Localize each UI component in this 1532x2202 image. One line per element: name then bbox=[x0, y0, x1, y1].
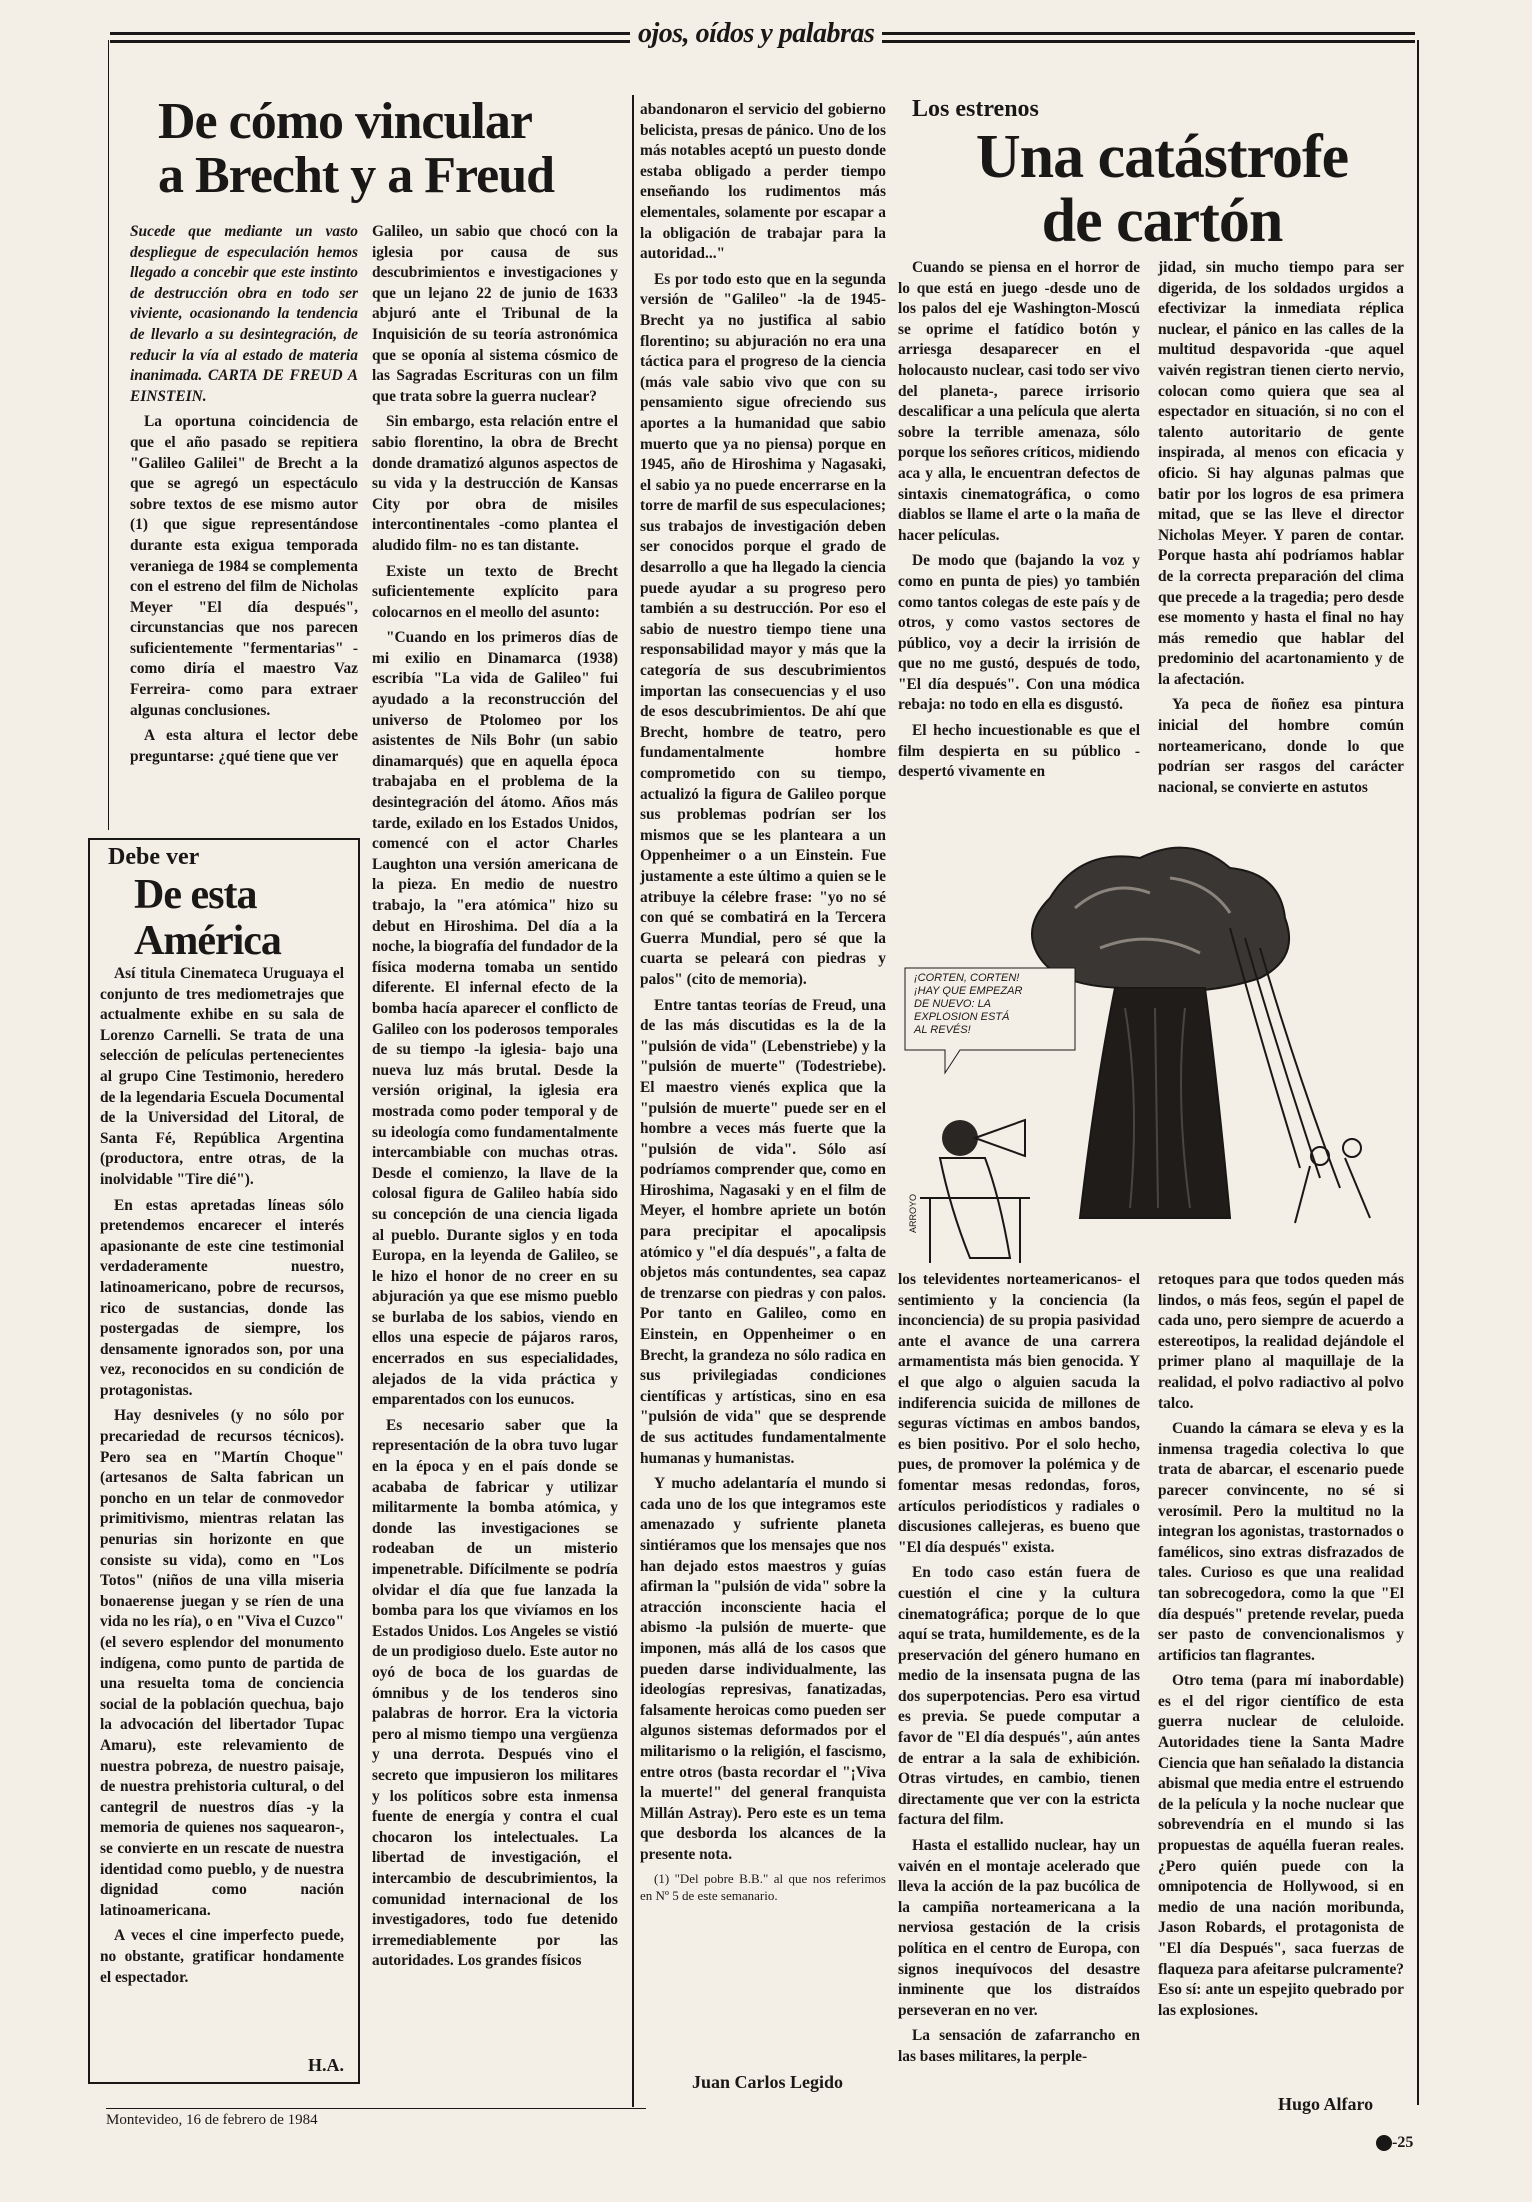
column-rule bbox=[108, 40, 109, 830]
footer-rule bbox=[106, 2108, 646, 2109]
paragraph: La oportuna coincidencia de que el año pasado se repitiera "Galileo Galilei" de Brecht a la que se agregó un espectáculo sobre textos de ese mismo autor (1) que sigue representándose durante esta exigua temporada veraniega de 1984 se complementa con el estreno del film de Nicholas Meyer "El día después", circunstancias que nos parecen suficientemente "fermentarias" -como diría el maestro Vaz Ferreira- como para extraer algunas conclusiones. bbox=[130, 413, 358, 719]
article-headline bbox=[912, 123, 1412, 255]
section-title: ojos, oídos y palabras bbox=[630, 18, 882, 50]
headline-line: de cartón bbox=[1041, 187, 1283, 255]
article-column bbox=[898, 258, 1140, 788]
speech-line: ¡CORTEN, CORTEN! bbox=[914, 972, 1020, 984]
speech-line: ¡HAY QUE EMPEZAR bbox=[914, 985, 1023, 997]
paragraph: El hecho incuestionable es que el film despierta en su público -despertó vivamente en bbox=[898, 722, 1140, 781]
box-title bbox=[134, 874, 281, 962]
paragraph: Otro tema (para mí inabordable) es el del rigor científico de esta guerra nuclear de celuloide. Autoridades tiene la Santa Madre Ciencia que han señalado la distancia abismal que media entre el estruendo de la película y la noche nuclear que sobrevendría en el mundo si las propuestas de aquélla fueran reales. ¿Pero quién puede con la omnipotencia de Hollywood, si en medio de una nación moribunda, Jason Robards, el protagonista de "El día Después", saca fuerzas de flaqueza para afeitarse pulcramente? Eso sí: ante un espejito quebrado por las explosiones. bbox=[1158, 1672, 1404, 2019]
paragraph: "Cuando en los primeros días de mi exilio en Dinamarca (1938) escribía "La vida de Galileo" fui ayudado a la reconstrucción del universo de Ptolomeo por los asistentes de Nils Bohr (un sabio dinamarqués) que en aquella época trabajaba en el problema de la desintegración del átomo. Años más tarde, exilado en los Estados Unidos, comencé con el actor Charles Laughton una versión americana de la pieza. En medio de nuestro trabajo, la "era atómica" hizo su debut en Hiroshima. Del día a la noche, la biografía del fundador de la física moderna tomaba un sentido diferente. El infernal efecto de la bomba hacía aparecer el conflicto de Galileo con los poderosos temporales de su tiempo -la iglesia- bajo una nueva luz más brutal. Desde la versión original, la iglesia era mostrada como poder temporal y de su ideología como fundamentalmente intercambiable con muchas otras. Desde el comienzo, la llave de la colosal figura de Galileo había sido su concepción de una ciencia ligada al pueblo. Durante siglos y en toda Europa, en la leyenda de Galileo, se le hizo el honor de no creer en su abjuración ya que ese mismo pueblo se burlaba de los sabios, viendo en ellos una especie de pájaros raros, encerrados en sus especialidades, alejados de la vida práctica y emparentados con los eunucos. bbox=[372, 629, 618, 1409]
paragraph: Cuando la cámara se eleva y es la inmensa tragedia colectiva lo que trata de abarcar, el escenario puede parecer convincente, no sé si verosímil. Pero la multitud no la integran los agonistas, trastornados o famélicos, sino extras disfrazados de tales. Curioso es que una realidad tan sobrecogedora, como la que "El día después" pretende revelar, pueda ser pasto de convencionalismos y artificios tan flagrantes. bbox=[1158, 1420, 1404, 1664]
page-number bbox=[1376, 2134, 1413, 2152]
paragraph: Galileo, un sabio que chocó con la iglesia por causa de sus descubrimientos e investigaciones y que un lejano 22 de junio de 1633 abjuró ante el Tribunal de la Inquisición de su teoría astronómica que se oponía al sistema cósmico de las Sagradas Escrituras con un film que trata sobre la guerra nuclear? bbox=[372, 223, 618, 405]
column-rule bbox=[632, 95, 634, 2107]
paragraph: A veces el cine imperfecto puede, no obstante, gratificar hondamente el espectador. bbox=[100, 1927, 344, 1986]
footnote: (1) "Del pobre B.B." al que nos referimos en Nº 5 de este semanario. bbox=[640, 1871, 886, 1904]
cartoon-drawing bbox=[900, 838, 1415, 1270]
column-rule bbox=[1417, 40, 1419, 2105]
dateline: Montevideo, 16 de febrero de 1984 bbox=[106, 2112, 318, 2128]
box-kicker: Debe ver bbox=[108, 844, 200, 870]
article-headline bbox=[158, 93, 628, 204]
paragraph: En todo caso están fuera de cuestión el cine y la cultura cinematográfica; porque de lo que aquí se trata, humildemente, es de la preservación del género humano en medio de la insensata pugna de las dos superpotencias. Pero esa virtud es previa. Se puede computar a favor de "El día después", aún antes de entrar a la sala de exhibición. Otras virtudes, en cambio, tienen directamente que ver con la estricta factura del film. bbox=[898, 1564, 1140, 1829]
speech-line: AL REVÉS! bbox=[914, 1024, 971, 1036]
paragraph: Es necesario saber que la representación de la obra tuvo lugar en la época y en el país donde se acababa de fabricar y utilizar militarmente la bomba atómica, y donde las investigaciones se rodeaban de un misterio impenetrable. Difícilmente se podría olvidar el día que fue lanzada la bomba para los que vivíamos en los Estados Unidos. Los Angeles se vistió de un prodigioso duelo. Este autor no oyó de boca de los guardas de ómnibus y de los tenderos sino palabras de horror. Era la victoria pero al mismo tiempo una vergüenza y una derrota. Después vino el secreto que impusieron los militares y los políticos sobre esta inmensa fuente de energía y contra el cual chocaron los intelectuales. La libertad de investigación, el intercambio de descubrimientos, la comunidad internacional de los investigadores, todo fue detenido irremediablemente por las autoridades. Los grandes físicos bbox=[372, 1416, 618, 1970]
article-column bbox=[640, 100, 886, 1909]
paragraph: Y mucho adelantaría el mundo si cada uno de los que integramos este amenazado y sufriente planeta sintiéramos que los mensajes que nos han dejado estos maestros y guías afirman la "pulsión de vida" sobre la atracción inconsciente hacia el abismo -la pulsión de muerte- que imponen, más allá de los casos que pueden darse individualmente, las ideologías represivas, fanatizadas, falsamente heroicas como pueden ser algunos sistemas deformados por el militarismo o la religión, el fascismo, entre otros (basta recordar el "¡Viva la muerte!" del general franquista Millán Astray). Pero este es un tema que desborda los alcances de la presente nota. bbox=[640, 1475, 886, 1863]
paragraph: A esta altura el lector debe preguntarse: ¿qué tiene que ver bbox=[130, 727, 358, 765]
article-column bbox=[372, 222, 618, 1977]
section-header bbox=[110, 18, 1415, 52]
signature: Juan Carlos Legido bbox=[692, 2072, 844, 2092]
magazine-logo-icon bbox=[1376, 2135, 1392, 2151]
paragraph: abandonaron el servicio del gobierno belicista, presas de pánico. Uno de los más notables aceptó un puesto donde estaba obligado a perder tiempo enseñando los rudimentos más elementales, solamente por escapar a la obligación de trabajar para la autoridad..." bbox=[640, 101, 886, 263]
paragraph: En estas apretadas líneas sólo pretendemos encarecer el interés apasionante de este cine testimonial verdaderamente nuestro, latinoamericano, pobre de recursos, rico de sustancias, donde las postergadas de siempre, los densamente ignorados son, por una vez, reconocidos en su condición de protagonistas. bbox=[100, 1196, 344, 1399]
article-kicker: Los estrenos bbox=[912, 96, 1039, 122]
speech-bubble bbox=[914, 972, 1022, 1037]
headline-line: Una catástrofe bbox=[975, 123, 1349, 191]
paragraph: De modo que (bajando la voz y como en punta de pies) yo también como tantos colegas de este país y de otros, y como vastos sectores de público, voy a decir la irrisión de que no me gustó, después de todo, "El día después". Con una módica rebaja: no todo en ella es disgustó. bbox=[898, 552, 1140, 714]
article-column bbox=[130, 222, 358, 772]
paragraph: Entre tantas teorías de Freud, una de las más discutidas es la de la "pulsión de vida" (Lebenstriebe) y la "pulsión de muerte" (Todestriebe). El maestro vienés explica que la "pulsión de muerte" puede ser en el hombre a veces más fuerte que la "pulsión de vida". Sólo así podríamos comprender que, como en Hiroshima, Nagasaki y en el film de Meyer, el hombre apriete un botón para precipitar el apocalipsis atómico y "el día después", a falta de objetos más contundentes, sea capaz de trenzarse con piedras y con palos. Por tanto en Galileo, como en Einstein, en Oppenheimer o en Brecht, la grandeza no sólo radica en sus privilegiadas condiciones científicas y artísticas, sino en esa "pulsión de vida" que se desprende de sus actitudes fundamentalmente humanas y humanistas. bbox=[640, 996, 886, 1467]
box-body bbox=[100, 964, 344, 1993]
page-number-text: -25 bbox=[1392, 2134, 1414, 2151]
paragraph: Es por todo esto que en la segunda versión de "Galileo" -la de 1945- Brecht ya no justifica al sabio florentino; su abjuración no era una táctica para el progreso de la ciencia (más vale sabio vivo que con su pensamiento sigue ofreciendo sus aportes a la humanidad que sabio muerto que ya no piensa) porque en 1945, año de Hiroshima y Nagasaki, el sabio ya no puede encerrarse en la torre de marfil de sus especulaciones; sus trabajos de investigación deben ser conocidos porque el grado de desarrollo a que ha llegado la ciencia puede ayudar a su progreso pero también a su destrucción. Por eso el sabio de nuestro tiempo tiene una responsabilidad mayor y más que la categoría de sus descubrimientos importan las consecuencias y el uso de esos descubrimientos. De ahí que Brecht, hombre de teatro, pero fundamentalmente hombre comprometido con su tiempo, actualizó la figura de Galileo porque sus problemas podrían ser los mismos que se les planteara a un Oppenheimer o a un Einstein. Fue justamente a este último a quien se le atribuye la célebre frase: "yo no sé con qué se combatirá en la Tercera Guerra Mundial, pero sé que la cuarta se peleará con piedras y palos" (cito de memoria). bbox=[640, 270, 886, 988]
signature: Hugo Alfaro bbox=[1278, 2094, 1374, 2114]
speech-line: DE NUEVO: LA bbox=[914, 998, 992, 1010]
paragraph: Existe un texto de Brecht suficientemente explícito para colocarnos en el meollo del asunto: bbox=[372, 562, 618, 621]
paragraph: Ya peca de ñoñez esa pintura inicial del hombre común norteamericano, donde lo que podrían ser rasgos del carácter nacional, se convierte en astutos bbox=[1158, 696, 1404, 796]
paragraph: Hasta el estallido nuclear, hay un vaivén en el montaje acelerado que lleva la acción de la paz bucólica de la campiña norteamericana a la nerviosa gestación de la crisis política en el centro de Europa, con signos inequívocos del desastre inminente que los distraídos perseveran en no ver. bbox=[898, 1837, 1140, 2019]
mushroom-cloud-illustration bbox=[900, 838, 1415, 1270]
article-lead: Sucede que mediante un vasto despliegue de especulación hemos llegado a concebir que este instinto de destrucción obra en todo ser viviente, ocasionando la tendencia de llevarlo a su desintegración, de reducir la vía al estado de materia inanimada. CARTA DE FREUD A EINSTEIN. bbox=[130, 223, 358, 405]
paragraph: jidad, sin mucho tiempo para ser digerida, de los soldados urgidos a efectivizar la inmediata réplica nuclear, el pánico en las calles de la multitud despavorida -que aquel vaivén registran tienen cierto nervio, colocan como quiera que sea al espectador en situación, si no con el talento autoritario de gente inspirada, al menos con eficacia y oficio. Si hay algunas palmas que batir por los logros de esa primera mitad, que se las lleve el director Nicholas Meyer. Y paren de contar. Porque hasta ahí podríamos hablar de la correcta preparación del clima que precede a la tragedia; pero desde ese momento y hasta el final no hay más remedio que hablar del predominio del acartonamiento y de la afectación. bbox=[1158, 259, 1404, 688]
paragraph: los televidentes norteamericanos- el sentimiento y la conciencia (la inconciencia) de su propia pasividad ante el avance de una carrera armamentista más bien genocida. Y el que algo o alguien sacuda la indiferencia suicida de millones de seguras víctimas en ambos bandos, es bien positivo. Por el solo hecho, pues, de promover la polémica y de fomentar mesas redondas, foros, artículos periodísticos y radiales o discusiones callejeras, es bueno que "El día después" exista. bbox=[898, 1271, 1140, 1556]
box-title-line: De esta bbox=[134, 872, 257, 918]
article-column bbox=[1158, 1270, 1404, 2026]
headline-line: De cómo vincular bbox=[158, 93, 532, 150]
article-column bbox=[898, 1270, 1140, 2073]
paragraph: retoques para que todos queden más lindos, o más feos, según el papel de cada uno, pero siempre de acuerdo a estereotipos, la realidad dejándole el primer plano al maquillaje de la realidad, el polvo radiactivo al polvo talco. bbox=[1158, 1271, 1404, 1412]
paragraph: Así titula Cinemateca Uruguaya el conjunto de tres mediometrajes que actualmente exhibe en su sala de Lorenzo Carnelli. Se trata de una selección de películas pertenecientes al grupo Cine Testimonio, heredero de la legendaria Escuela Documental de la Universidad del Litoral, de Santa Fé, República Argentina (productora, entre otras, de la inolvidable "Tire dié"). bbox=[100, 965, 344, 1188]
speech-line: EXPLOSION ESTÁ bbox=[914, 1011, 1010, 1023]
headline-line: a Brecht y a Freud bbox=[158, 147, 555, 204]
paragraph: Hay desniveles (y no sólo por precariedad de recursos técnicos). Pero sea en "Martín Choque" (artesanos de Salta fabrican un poncho en un telar de conmovedor primitivismo, mientras relatan las penurias sin horizonte en que consiste su vida), como en "Los Totos" (niños de una villa miseria bonaerense juegan y se ríen de una vida no les ría), o en "Viva el Cuzco" (el severo esplendor del monumento indígena, como punto de partida de una resuelta toma de conciencia social de la población quechua, bajo la advocación del libertador Tupac Amaru), este relevamiento de nuestra pobreza, de nuestro paisaje, de nuestra prehistoria cultural, o del cantegril de nuestros días -y la memoria de quienes nos saquearon-, se convierte en un rescate de nuestra identidad como pueblo, y de nuestra dignidad como nación latinoamericana. bbox=[100, 1407, 344, 1919]
paragraph: Cuando se piensa en el horror de lo que está en juego -desde uno de los palos del eje Washington-Moscú se oprime el fatídico botón y arriesga desaparecer en el holocausto nuclear, casi todo ser vivo del planeta-, parece irrisorio descalificar a una película que alerta sobre la terrible amenaza, sólo porque los señores críticos, midiendo aca y alla, le encuentran defectos de sintaxis cinematográfica, o como diablos se llame el arte o la maña de hacer películas. bbox=[898, 259, 1140, 544]
sidebar-box bbox=[88, 838, 360, 2084]
paragraph: La sensación de zafarrancho en las bases militares, la perple- bbox=[898, 2027, 1140, 2065]
box-title-line: América bbox=[134, 918, 281, 964]
article-column bbox=[1158, 258, 1404, 803]
paragraph: Sin embargo, esta relación entre el sabio florentino, la obra de Brecht donde dramatizó algunos aspectos de su vida y la destrucción de Kansas City por obra de misiles intercontinentales -como plantea el aludido film- no es tan distante. bbox=[372, 413, 618, 554]
box-signature: H.A. bbox=[308, 2055, 344, 2075]
artist-signature: ARROYO bbox=[908, 1193, 918, 1233]
